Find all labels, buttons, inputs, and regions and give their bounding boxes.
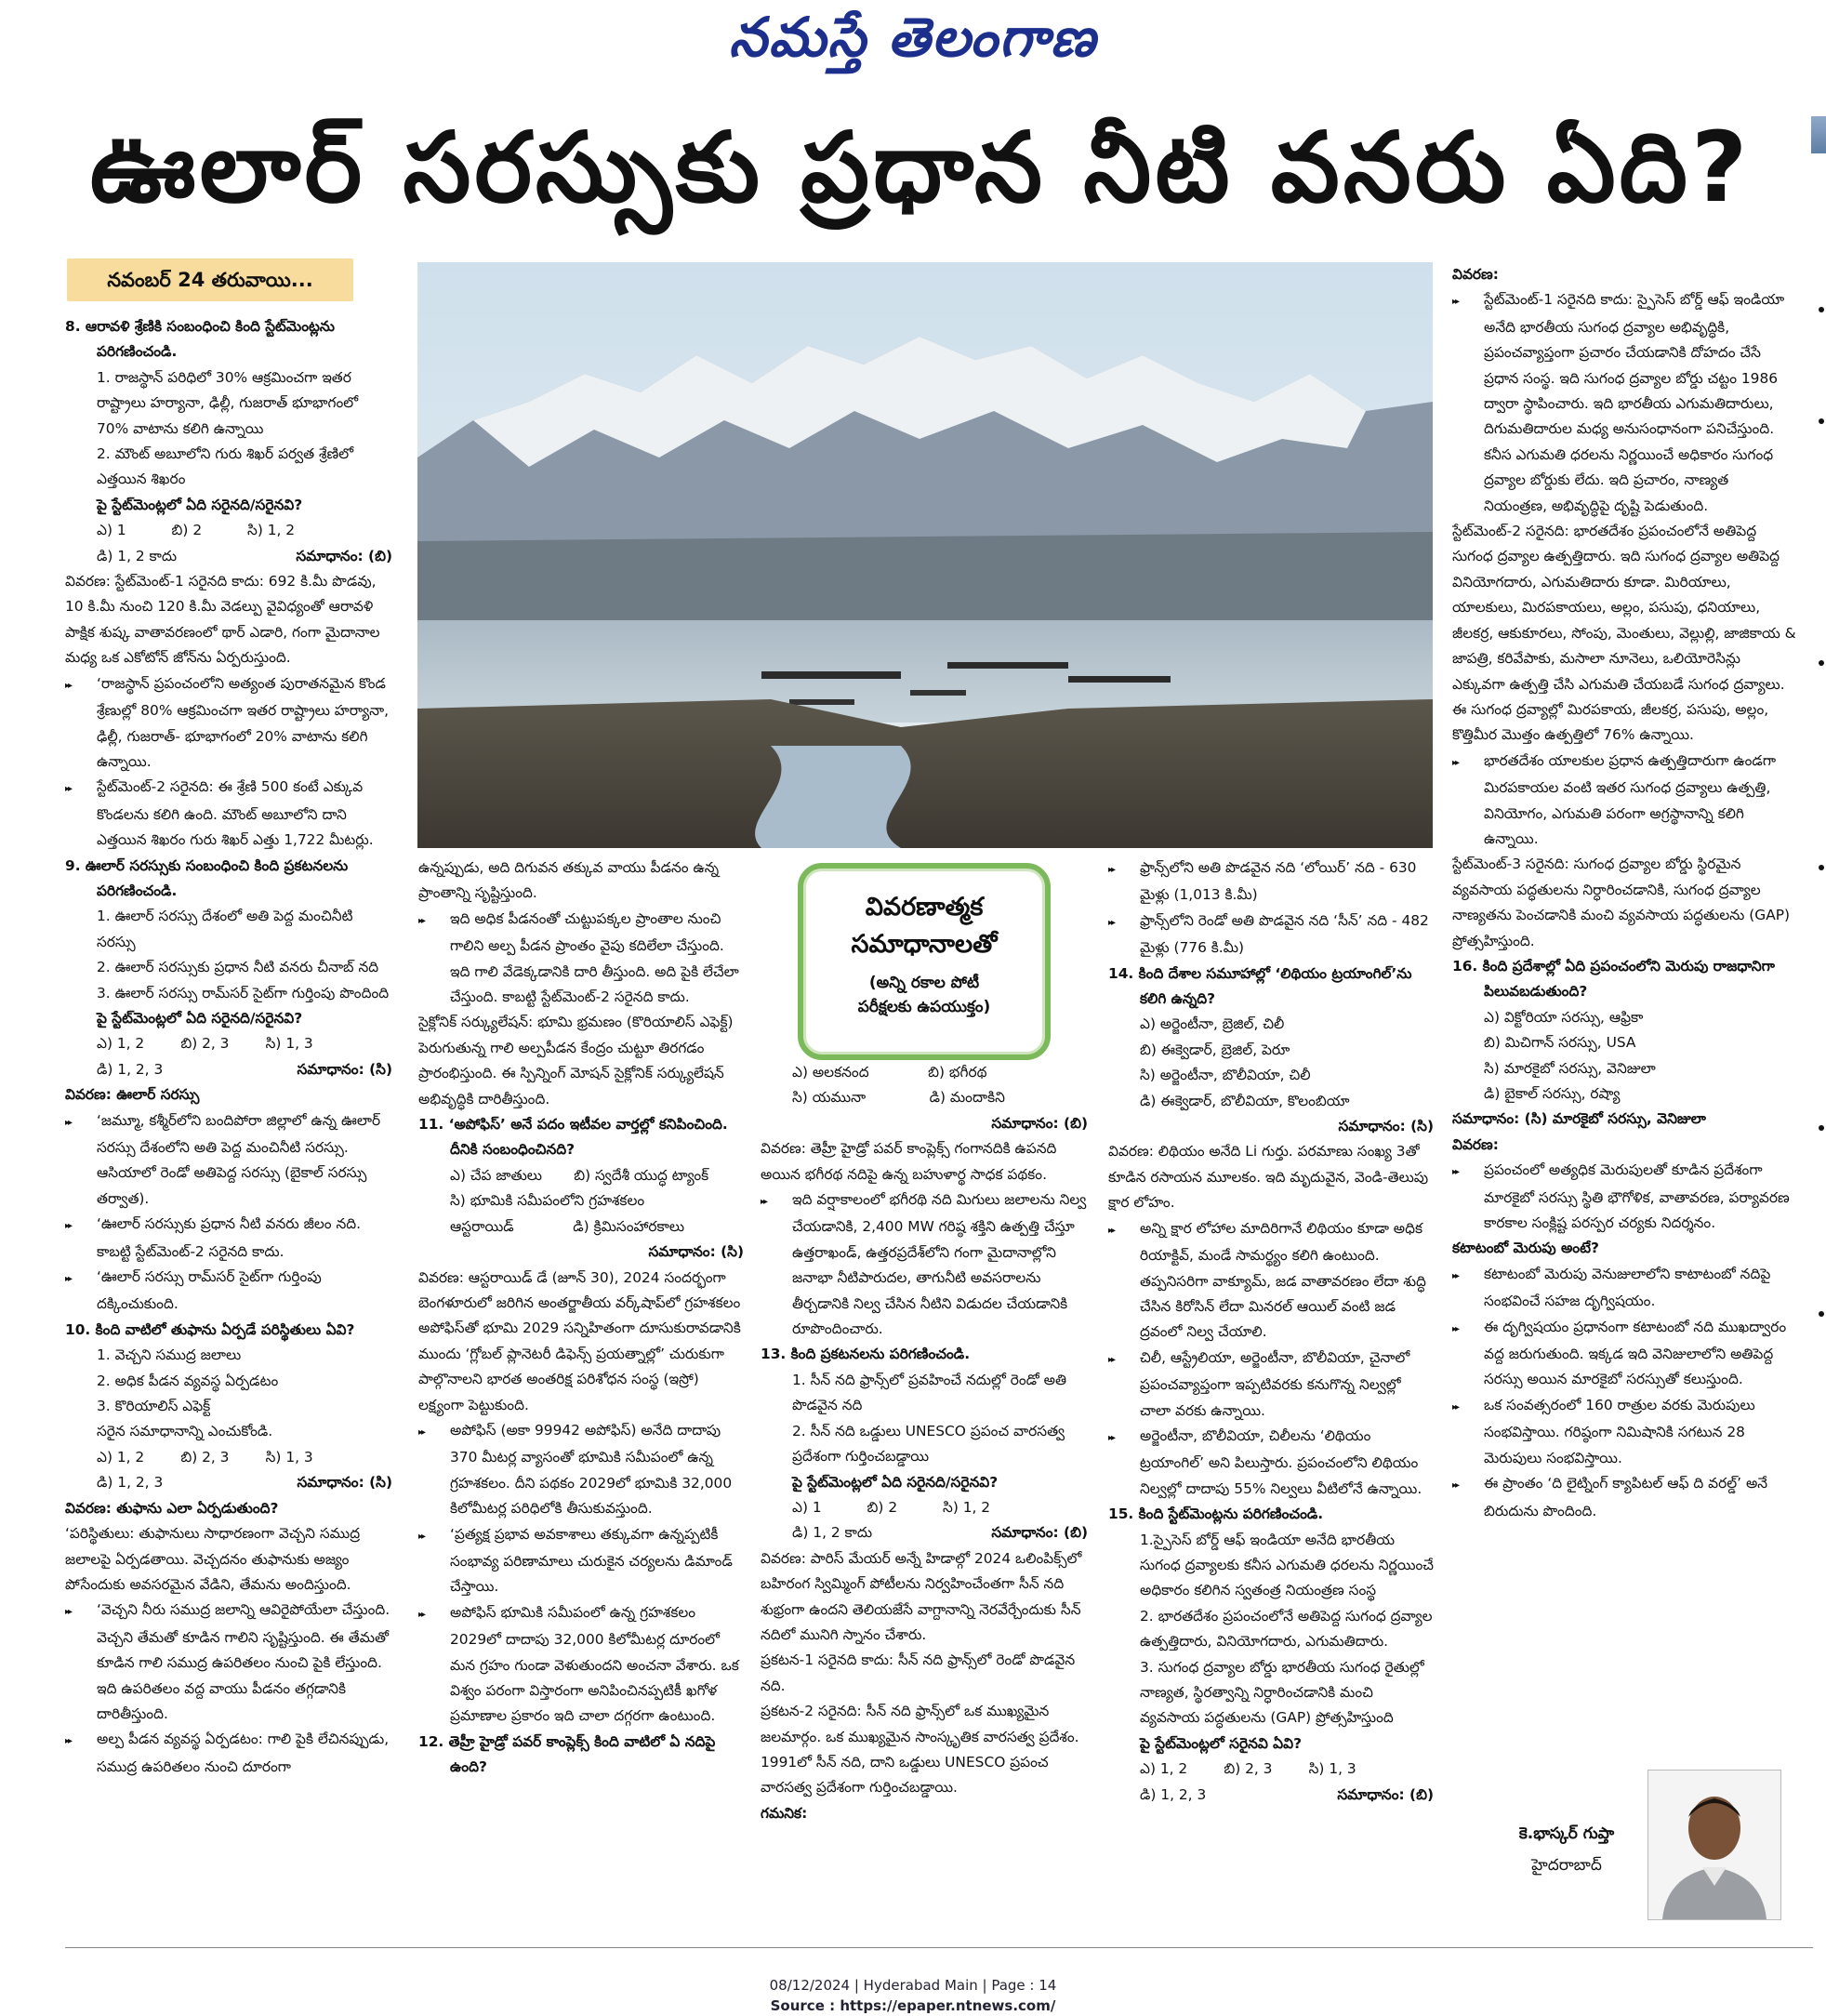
bullet-point: ▸▸ స్టేట్‌మెంట్-2 సరైనది: ఈ శ్రేణి 500 కంటే ఎక్కువ కొండలను కలిగి ఉంది. మౌంట్ అబూలోని దాని ఎత్తయిన శిఖరం గురు శిఖర్ ఎత్తు 1,722 మీటర్లు. [65,775,392,853]
bullet-point: ▸▸ ఈ ప్రాంతం ‘ది లైట్నింగ్ క్యాపిటల్ ఆఫ్ ది వరల్డ్’ అనే బిరుదును పొందింది. [1452,1471,1796,1524]
explanation: వివరణ: ఆస్టరాయిడ్ డే (జూన్ 30), 2024 సందర్భంగా బెంగళూరులో జరిగిన అంతర్జాతీయ వర్క్‌షాప్‌లో గ్రహశకలం అపోఫిస్‌తో భూమి 2029 సన్నిహితంగా దూసుకురావడానికి ముందు ‘గ్లోబల్ ప్లానెటరీ డిఫెన్స్ ప్రయత్నాల్లో’ చురుకుగా పాల్గొనాలని భారత అంతరిక్ష పరిశోధన సంస్థ (ఇస్రో) లక్ష్యంగా పెట్టుకుంది. [418,1268,741,1413]
answer-row [1108,1114,1434,1139]
option-d: డి) 1, 2 కాదు [97,547,178,564]
footer-rule [65,1947,1813,1948]
bullet-point: ▸▸ ఇది వర్షాకాలంలో భగీరథి నది మిగులు జలాలను నిల్వ చేయడానికి, 2,400 MW గరిష్ఠ శక్తిని ఉత్పత్తి చేస్తూ ఉత్తరాఖండ్, ఉత్తరప్రదేశ్‌లోని గంగా మైదానాల్లోని జనాభా నీటిపారుదల, తాగునీటి అవసరాలను తీర్చడానికి నిల్వ చేసిన నీటిని విడుదల చేయడానికి రూపొందించారు. [761,1187,1088,1342]
statement: 3. ఊలార్ సరస్సు రామ్‌సర్ సైట్‌గా గుర్తింపు పొందింది [97,984,390,1001]
answer: సమాధానం: (సి) [648,1243,744,1261]
bullet-point: ▸▸ ఇది అధిక పీడనంతో చుట్టుపక్కల ప్రాంతాల నుంచి గాలిని అల్ప పీడన ప్రాంతం వైపు కదిలేలా చేస్తుంది. ఇది గాలి వేడెక్కడానికి దారి తీస్తుంది. అది పైకి లేచేలా చేస్తుంది. కాబట్టి స్టేట్‌మెంట్-2 సరైనది కాదు. [418,907,744,1011]
options: ఎ) చేప జాతులు బి) స్వదేశీ యుద్ధ ట్యాంక్ [450,1166,709,1184]
continuation-label: నవంబర్ 24 తరువాయి... [67,259,353,301]
bullet-point: ▸▸ అపోఫిస్ భూమికి సమీపంలో ఉన్న గ్రహశకలం 2029లో దాదాపు 32,000 కిలోమీటర్ల దూరంలో మన గ్రహం గుండా వెళుతుందని అంచనా వేశారు. ఒక విశ్వం పరంగా విస్తారంగా అనిపించినప్పటికీ ఖగోళ ప్రమాణాల ప్రకారం ఇది చాలా దగ్గరగా ఉంటుంది. [418,1600,744,1730]
bullet-point: ▸▸ అన్ని క్షార లోహాల మాదిరిగానే లిథియం కూడా అధిక రియాక్టివ్, మండే సామర్థ్యం కలిగి ఉంటుంది. తప్పనిసరిగా వాక్యూమ్, జడ వాతావరణం లేదా శుద్ధి చేసిన కిరోసిన్ లేదా మినరల్ ఆయిల్ వంటి జడ ద్రవంలో నిల్వ చేయాలి. [1108,1216,1434,1346]
bullet-point: ▸▸ ‘వెచ్చని నీరు సముద్ర జలాన్ని ఆవిరైపోయేలా చేస్తుంది. వెచ్చని తేమతో కూడిన గాలిని సృష్టిస్తుంది. ఈ తేమతో కూడిన గాలి సముద్ర ఉపరితలం నుంచి పైకి లేస్తుంది. ఇది ఉపరితలం వద్ద వాయు పీడనం తగ్గడానికి దారితీస్తుంది. [65,1598,392,1727]
question-12: 12. తెహ్రీ హైడ్రో పవర్ కాంప్లెక్స్ కింది వాటిలో ఏ నదిపై ఉంది? [418,1732,716,1776]
author-byline [1497,1818,1636,1881]
question-8: 8. ఆరావళి శ్రేణికి సంబంధించి కింది స్టేట్‌మెంట్లను పరిగణించండి. [65,318,336,361]
bullet-point: ▸▸ ‘ఊలార్ సరస్సుకు ప్రధాన నీటి వనరు జీలం నది. కాబట్టి స్టేట్‌మెంట్-2 సరైనది కాదు. [65,1212,392,1265]
question-14: 14. కింది దేశాల సమూహాల్లో ‘లిథియం ట్రయాంగిల్’ను కలిగి ఉన్నది? [1108,964,1412,1008]
explanation-heading: వివరణ: ఊలార్ సరస్సు [65,1086,200,1104]
lake-photo-illustration [417,262,1433,848]
answer: సమాధానం: (సి) [1338,1118,1434,1135]
statement: 1. సీన్ నది ఫ్రాన్స్‌లో ప్రవహించే నదుల్లో రెండో అతి పొడవైన నది [792,1371,1066,1414]
author-city: హైదరాబాద్ [1531,1856,1602,1875]
statement: 1.స్పైసెస్ బోర్డ్ ఆఫ్ ఇండియా అనేది భారతీయ సుగంధ ద్రవ్యాలకు కనీస ఎగుమతి ధరలను నిర్ణయించే అధికారం కలిగిన స్వతంత్ర నియంత్రణ సంస్థ [1140,1531,1434,1599]
options: ఎ) 1, 2 బి) 2, 3 సి) 1, 3 [1140,1760,1356,1778]
bullet-point: ▸▸ చిలీ, ఆస్ట్రేలియా, అర్జెంటీనా, బొలీవియా, చైనాలో ప్రపంచవ్యాప్తంగా ఇప్పటివరకు కనుగొన్న నిల్వల్లో చాలా వరకు ఉన్నాయి. [1108,1346,1434,1424]
options: ఎ) 1, 2 బి) 2, 3 సి) 1, 3 [97,1448,313,1466]
options: డి) బైకాల్ సరస్సు, రష్యా [1484,1085,1621,1102]
explanation: వివరణ: తెహ్రీ హైడ్రో పవర్ కాంప్లెక్స్ గంగానదికి ఉపనది అయిన భగీరథ నదిపై ఉన్న బహుళార్థ సాధక పథకం. [761,1140,1057,1183]
author-portrait [1648,1771,1780,1919]
answer: సమాధానం: (బి) [296,547,392,564]
question-9: 9. ఊలార్ సరస్సుకు సంబంధించి కింది ప్రకటనలను పరిగణించండి. [65,856,349,899]
statement: 2. మౌంట్ అబూలోని గురు శిఖర్ పర్వత శ్రేణిలో ఎత్తయిన శిఖరం [97,445,354,488]
statement: 2. భారతదేశం ప్రపంచంలోనే అతిపెద్ద సుగంధ ద్రవ్యాల ఉత్పత్తిదారు, వినియోగదారు, ఎగుమతిదారు. [1140,1607,1433,1651]
edition-info: 08/12/2024 | Hyderabad Main | Page : 14 [769,1977,1057,1994]
bullet-point: ▸▸ ‘ప్రత్యక్ష ప్రభావ అవకాశాలు తక్కువగా ఉన్నప్పటికీ సంభావ్య పరిణామాలు చురుకైన చర్యలను డిమాండ్ చేస్తాయి. [418,1522,744,1600]
author-name: కె.భాస్కర్ గుప్తా [1518,1824,1615,1843]
answer-row [761,1111,1088,1136]
explanation: వివరణ: లిథియం అనేది Li గుర్తు. పరమాణు సంఖ్య 3తో కూడిన రసాయన మూలకం. ఇది మృదువైన, వెండి-తెలుపు క్షార లోహం. [1108,1143,1429,1212]
author-photo [1647,1770,1781,1920]
explanation: వివరణ: పారిస్ మేయర్ అన్నే హిడాల్గో 2024 ఒలింపిక్స్‌లో బహిరంగ స్విమ్మింగ్ పోటీలను నిర్వహించేంతగా సీన్ నది శుభ్రంగా ఉందని తెలియజేసే వాగ్దానాన్ని నెరవేర్చేందుకు సీన్ నదిలో మునిగి స్నానం చేశారు. [761,1549,1082,1643]
statement: 1. ఊలార్ సరస్సు దేశంలో అతి పెద్ద మంచినీటి సరస్సు [97,908,353,950]
answer: సమాధానం: (సి) మారకైబో సరస్సు, వెనిజులా [1452,1110,1706,1128]
callout-line-4: పరీక్షలకు ఉపయుక్తం) [857,998,991,1016]
explanation-heading: వివరణ: తుఫాను ఎలా ఏర్పడుతుంది? [65,1499,279,1517]
answer: సమాధానం: (సి) [297,1474,392,1492]
bullet-point: ▸▸ ఫ్రాన్స్‌లోని అతి పొడవైన నది ‘లోయిర్’ నది - 630 మైళ్లు (1,013 కి.మీ) [1108,855,1434,909]
page-edge-strip [1811,116,1826,153]
options: సి) భూమికి సమీపంలోని గ్రహశకలం [450,1192,645,1210]
note-label: గమనిక: [761,1804,808,1822]
bullet-point: ▸▸ అర్జెంటీనా, బొలీవియా, చిలీలను ‘లిథియం ట్రయాంగిల్’ అని పిలుస్తారు. ప్రపంచంలోని లిథియం నిల్వల్లో దాదాపు 55% నిల్వలు వీటిలోనే ఉన్నాయి. [1108,1424,1434,1502]
bullet-point: ▸▸ ఫ్రాన్స్‌లోని రెండో అతి పొడవైన నది ‘సీన్’ నది - 482 మైళ్లు (776 కి.మీ) [1108,909,1434,962]
explanation: ‘పరిస్థితులు: తుఫానులు సాధారణంగా వెచ్చని సముద్ర జలాలపై ఏర్పడతాయి. వెచ్చదనం తుఫానుకు అజ్యం పోసేందుకు అవసరమైన వేడిని, తేమను అందిస్తుంది. [65,1525,361,1593]
answer-row [65,544,392,569]
statement: 1. వెచ్చని సముద్ర జలాలు [97,1346,242,1364]
question-10: 10. కింది వాటిలో తుఫాను ఏర్పడే పరిస్థితులు ఏవి? [65,1320,355,1338]
options: బి) ఈక్వెడార్, బ్రెజిల్, పెరూ [1140,1041,1290,1058]
question-13: 13. కింది ప్రకటనలను పరిగణించండి. [761,1346,971,1363]
statement: 3. కొరియాలిస్ ఎఫెక్ట్ [97,1398,211,1415]
continued-text: ఉన్నప్పుడు, అది దిగువన తక్కువ వాయు పీడనం ఉన్న ప్రాంతాన్ని సృష్టిస్తుంది. [418,859,720,902]
bullet-point: ▸▸ ఈ దృగ్విషయం ప్రధానంగా కటాటంబో నది ముఖద్వారం వద్ద జరుగుతుంది. ఇక్కడ ఇది వెనిజులాలోని అతిపెద్ద సరస్సు అయిన మారకైబో సరస్సుతో కలుస్తుంది. [1452,1315,1796,1393]
question-prompt: పై స్టేట్‌మెంట్లలో సరైనవి ఏవి? [1140,1734,1302,1752]
page-footer [0,1975,1826,2016]
answer: సమాధానం: (సి) [297,1060,392,1078]
answer-row [65,1470,392,1495]
explanation-heading: వివరణ: [1452,1135,1499,1153]
option-d: డి) 1, 2, 3 [97,1060,164,1078]
statement: 1. రాజస్థాన్ పరిధిలో 30% ఆక్రమించగా ఇతర రాష్ట్రాలు హర్యానా, ఢిల్లీ, గుజరాత్ భూభాగంలో 70% వాటాను కలిగి ఉన్నాయి [97,368,359,437]
answer: సమాధానం: (బి) [991,1114,1088,1132]
explanation: స్టేట్‌మెంట్-3 సరైనది: సుగంధ ద్రవ్యాల బోర్డు స్థిరమైన వ్యవసాయ పద్ధతులను నిర్ధారించడానికి, సుగంధ ద్రవ్యాల నాణ్యతను పెంచడానికి మంచి వ్యవసాయ పద్ధతులను (GAP) ప్రోత్సహిస్తుంది. [1452,855,1791,949]
answer-row [418,1240,744,1265]
column-3 [761,1060,1088,1906]
callout-line-3: (అన్ని రకాల పోటీ [868,974,980,992]
answer: సమాధానం: (బి) [1337,1785,1434,1803]
statement: 3. సుగంధ ద్రవ్యాల బోర్డు భారతీయ సుగంధ రైతుల్లో నాణ్యత, స్థిరత్వాన్ని నిర్ధారించడానికి మంచి వ్యవసాయ పద్ధతులను (GAP) ప్రోత్సహిస్తుంది [1140,1658,1424,1727]
question-prompt: పై స్టేట్‌మెంట్లలో ఏది సరైనది/సరైనవి? [97,496,303,513]
question-11: 11. ‘అపోఫిస్’ అనే పదం ఇటీవల వార్తల్లో కనిపించింది. దీనికి సంబంధించినది? [418,1116,728,1159]
options: ఎ) అలకనంద బి) భగీరథ [792,1064,987,1081]
question-prompt: సరైన సమాధానాన్ని ఎంచుకోండి. [97,1423,273,1440]
explanatory-answers-callout [798,863,1051,1060]
options: ఎ) 1 బి) 2 సి) 1, 2 [97,522,296,539]
answer-row [761,1520,1088,1545]
options: ఎ) అర్జెంటీనా, బ్రెజిల్, చిలీ [1140,1015,1285,1033]
explanation: ప్రకటన-2 సరైనది: సీన్ నది ఫ్రాన్స్‌లో ఒక ముఖ్యమైన జలమార్గం. ఒక ముఖ్యమైన సాంస్కృతిక వారసత్వ ప్రదేశం. 1991లో సీన్ నది, దాని ఒడ్డులు UNESCO ప్రపంచ వారసత్వ ప్రదేశంగా గుర్తించబడ్డాయి. [761,1703,1079,1797]
bullet-point: ▸▸ స్టేట్‌మెంట్-1 సరైనది కాదు: స్పైసెస్ బోర్డ్ ఆఫ్ ఇండియా అనేది భారతీయ సుగంధ ద్రవ్యాల అభివృద్ధికి, ప్రపంచవ్యాప్తంగా ప్రచారం చేయడానికి దోహదం చేసే ప్రధాన సంస్థ. ఇది సుగంధ ద్రవ్యాల బోర్డు చట్టం 1986 ద్వారా స్థాపించారు. ఇది భారతీయ ఎగుమతిదారులు, దిగుమతిదారుల మధ్య అనుసంధానంగా పనిచేస్తుంది. కనీస ఎగుమతి ధరలను నిర్ణయించే అధికారం సుగంధ ద్రవ్యాల బోర్డుకు లేదు. ఇది ప్రచారం, నాణ్యత నియంత్రణ, అభివృద్ధిపై దృష్టి పెడుతుంది. [1452,287,1796,519]
subheading: కటాటంబో మెరుపు అంటే? [1452,1240,1599,1257]
option-d: డి) 1, 2, 3 [1140,1785,1207,1803]
explanation: ప్రకటన-1 సరైనది కాదు: సీన్ నది ఫ్రాన్స్‌లో రెండో పొడవైన నది. [761,1651,1076,1694]
bullet-point: ▸▸ భారతదేశం యాలకుల ప్రధాన ఉత్పత్తిదారుగా ఉండగా మిరపకాయల వంటి ఇతర సుగంధ ద్రవ్యాలు ఉత్పత్తి, వినియోగం, ఎగుమతి పరంగా అగ్రస్థానాన్ని కలిగి ఉన్నాయి. [1452,749,1796,853]
column-5 [1452,262,1796,1759]
options: ఎ) 1 బి) 2 సి) 1, 2 [792,1498,991,1516]
statement: 2. ఊలార్ సరస్సుకు ప్రధాన నీటి వనరు చీనాబ్ నది [97,959,379,976]
column-2 [418,855,744,1906]
options: సి) అర్జెంటీనా, బొలీవియా, చిలీ [1140,1067,1311,1084]
bullet-point: ▸▸ ప్రపంచంలో అత్యధిక మెరుపులతో కూడిన ప్రదేశంగా మారకైబో సరస్సు స్థితి భౌగోళిక, వాతావరణ, పర్యావరణ కారకాల సంక్లిష్ట పరస్పర చర్యకు నిదర్శనం. [1452,1158,1796,1236]
callout-line-2: సమాధానాలతో [851,930,998,959]
options: ఆస్టరాయిడ్ డి) క్రిమిసంహారకాలు [450,1217,685,1235]
bullet-point: ▸▸ కటాటంబో మెరుపు వెనుజులాలోని కాటాటంబో నదిపై సంభవించే సహజ దృగ్విషయం. [1452,1262,1796,1315]
page-headline: ఊలార్ సరస్సుకు ప్రధాన నీటి వనరు ఏది? [89,111,1752,224]
options: ఎ) విక్టోరియా సరస్సు, ఆఫ్రికా [1484,1008,1644,1026]
answer-row [65,1057,392,1082]
option-d: డి) 1, 2, 3 [97,1474,164,1492]
statement: 2. సీన్ నది ఒడ్డులు UNESCO ప్రపంచ వారసత్వ ప్రదేశంగా గుర్తించబడ్డాయి [792,1422,1065,1466]
statement: 2. అధిక పీడన వ్యవస్థ ఏర్పడటం [97,1372,279,1389]
callout-line-1: వివరణాత్మక [865,893,984,922]
explanation: స్టేట్‌మెంట్-2 సరైనది: భారతదేశం ప్రపంచంలోనే అతిపెద్ద సుగంధ ద్రవ్యాల ఉత్పత్తిదారు. ఇది సుగంధ ద్రవ్యాల అతిపెద్ద వినియోగదారు, ఎగుమతిదారు కూడా. మిరియాలు, యాలకులు, మిరపకాయలు, అల్లం, పసుపు, ధనియాలు, జీలకర్ర, ఆకుకూరలు, సోంపు, మెంతులు, వెల్లుల్లి, జాజికాయ & జాపత్రి, కరివేపాకు, మసాలా నూనెలు, ఒలియోరెసిన్లు ఎక్కువగా ఉత్పత్తి చేసి ఎగుమతి చేయబడే సుగంధ ద్రవ్యాలు. ఈ సుగంధ ద్రవ్యాల్లో మిరపకాయ, జీలకర్ర, పసుపు, అల్లం, కొత్తిమీర మొత్తం ఉత్పత్తిలో 76% ఉన్నాయి. [1452,523,1796,744]
newspaper-masthead: నమస్తే తెలంగాణ [729,6,1097,69]
source-link[interactable]: Source : https://epaper.ntnews.com/ [770,1997,1056,2014]
options: సి) మారకైబో సరస్సు, వెనిజులా [1484,1059,1656,1077]
options: సి) యమునా డి) మందాకిని [792,1089,1005,1107]
question-15: 15. కింది స్టేట్‌మెంట్లను పరిగణించండి. [1108,1505,1324,1523]
answer: సమాధానం: (బి) [991,1524,1088,1542]
explanation-heading: వివరణ: [1452,266,1499,283]
bullet-point: ▸▸ అపోఫిస్ (అకా 99942 అపోఫిస్) అనేది దాదాపు 370 మీటర్ల వ్యాసంతో భూమికి సమీపంలో ఉన్న గ్రహశకలం. దీని పథకం 2029లో భూమికి 32,000 కిలోమీటర్ల పరిధిలోకి తీసుకువస్తుంది. [418,1418,744,1522]
options: ఎ) 1, 2 బి) 2, 3 సి) 1, 3 [97,1035,313,1053]
option-d: డి) 1, 2 కాదు [792,1524,873,1542]
bullet-point: ▸▸ ‘జమ్మూ, కశ్మీర్‌లోని బందిపోరా జిల్లాలో ఉన్న ఊలార్ సరస్సు దేశంలోని అతి పెద్ద మంచినీటి సరస్సు. ఆసియాలో రెండో అతిపెద్ద సరస్సు (బైకాల్ సరస్సు తర్వాత). [65,1108,392,1213]
explanation: వివరణ: స్టేట్‌మెంట్-1 సరైనది కాదు: 692 కి.మీ పొడవు, 10 కి.మీ నుంచి 120 కి.మీ వెడల్పు వైవిధ్యంతో ఆరావళి పాక్షిక శుష్క వాతావరణంలో థార్ ఎడారి, గంగా మైదానాల మధ్య ఒక ఎకోటోన్ జోన్‌ను ఏర్పరుస్తుంది. [65,573,380,667]
question-prompt: పై స్టేట్‌మెంట్లలో ఏది సరైనది/సరైనవి? [792,1473,999,1491]
bullet-point: ▸▸ ఒక సంవత్సరంలో 160 రాత్రుల వరకు మెరుపులు సంభవిస్తాయి. గరిష్ఠంగా నిమిషానికి సగటున 28 మెరుపులు సంభవిస్తాయి. [1452,1393,1796,1471]
lake-photo [417,262,1433,848]
bullet-point: ▸▸ అల్ప పీడన వ్యవస్థ ఏర్పడటం: గాలి పైకి లేచినప్పుడు, సముద్ర ఉపరితలం నుంచి దూరంగా [65,1727,392,1780]
column-1 [65,314,392,1906]
column-4 [1108,855,1434,1906]
options: డి) ఈక్వెడార్, బొలీవియా, కొలంబియా [1140,1092,1350,1109]
question-prompt: పై స్టేట్‌మెంట్లలో ఏది సరైనది/సరైనవి? [97,1009,303,1027]
answer-row [1108,1783,1434,1808]
bullet-point: ▸▸ ‘రాజస్థాన్ ప్రపంచంలోని అత్యంత పురాతనమైన కొండ శ్రేణుల్లో 80% ఆక్రమించగా ఇతర రాష్ట్రాలు హర్యానా, ఢిల్లీ, గుజరాత్- భూభాగంలో 20% వాటాను కలిగి ఉన్నాయి. [65,671,392,776]
explanation: సైక్లోనిక్ సర్క్యులేషన్: భూమి భ్రమణం (కొరియాలిస్ ఎఫెక్ట్) పెరుగుతున్న గాలి అల్పపీడన కేంద్రం చుట్టూ తిరగడం ప్రారంభిస్తుంది. ఈ స్పిన్నింగ్ మోషన్ సైక్లోనిక్ సర్క్యులేషన్ అభివృద్ధికి దారితీస్తుంది. [418,1014,734,1107]
options: బి) మిచిగాన్ సరస్సు, USA [1484,1034,1636,1052]
question-16: 16. కింది ప్రదేశాల్లో ఏది ప్రపంచంలోని మెరుపు రాజధానిగా పిలువబడుతుంది? [1452,957,1775,1001]
bullet-point: ▸▸ ‘ఊలార్ సరస్సు రామ్‌సర్ సైట్‌గా గుర్తింపు దక్కించుకుంది. [65,1265,392,1318]
